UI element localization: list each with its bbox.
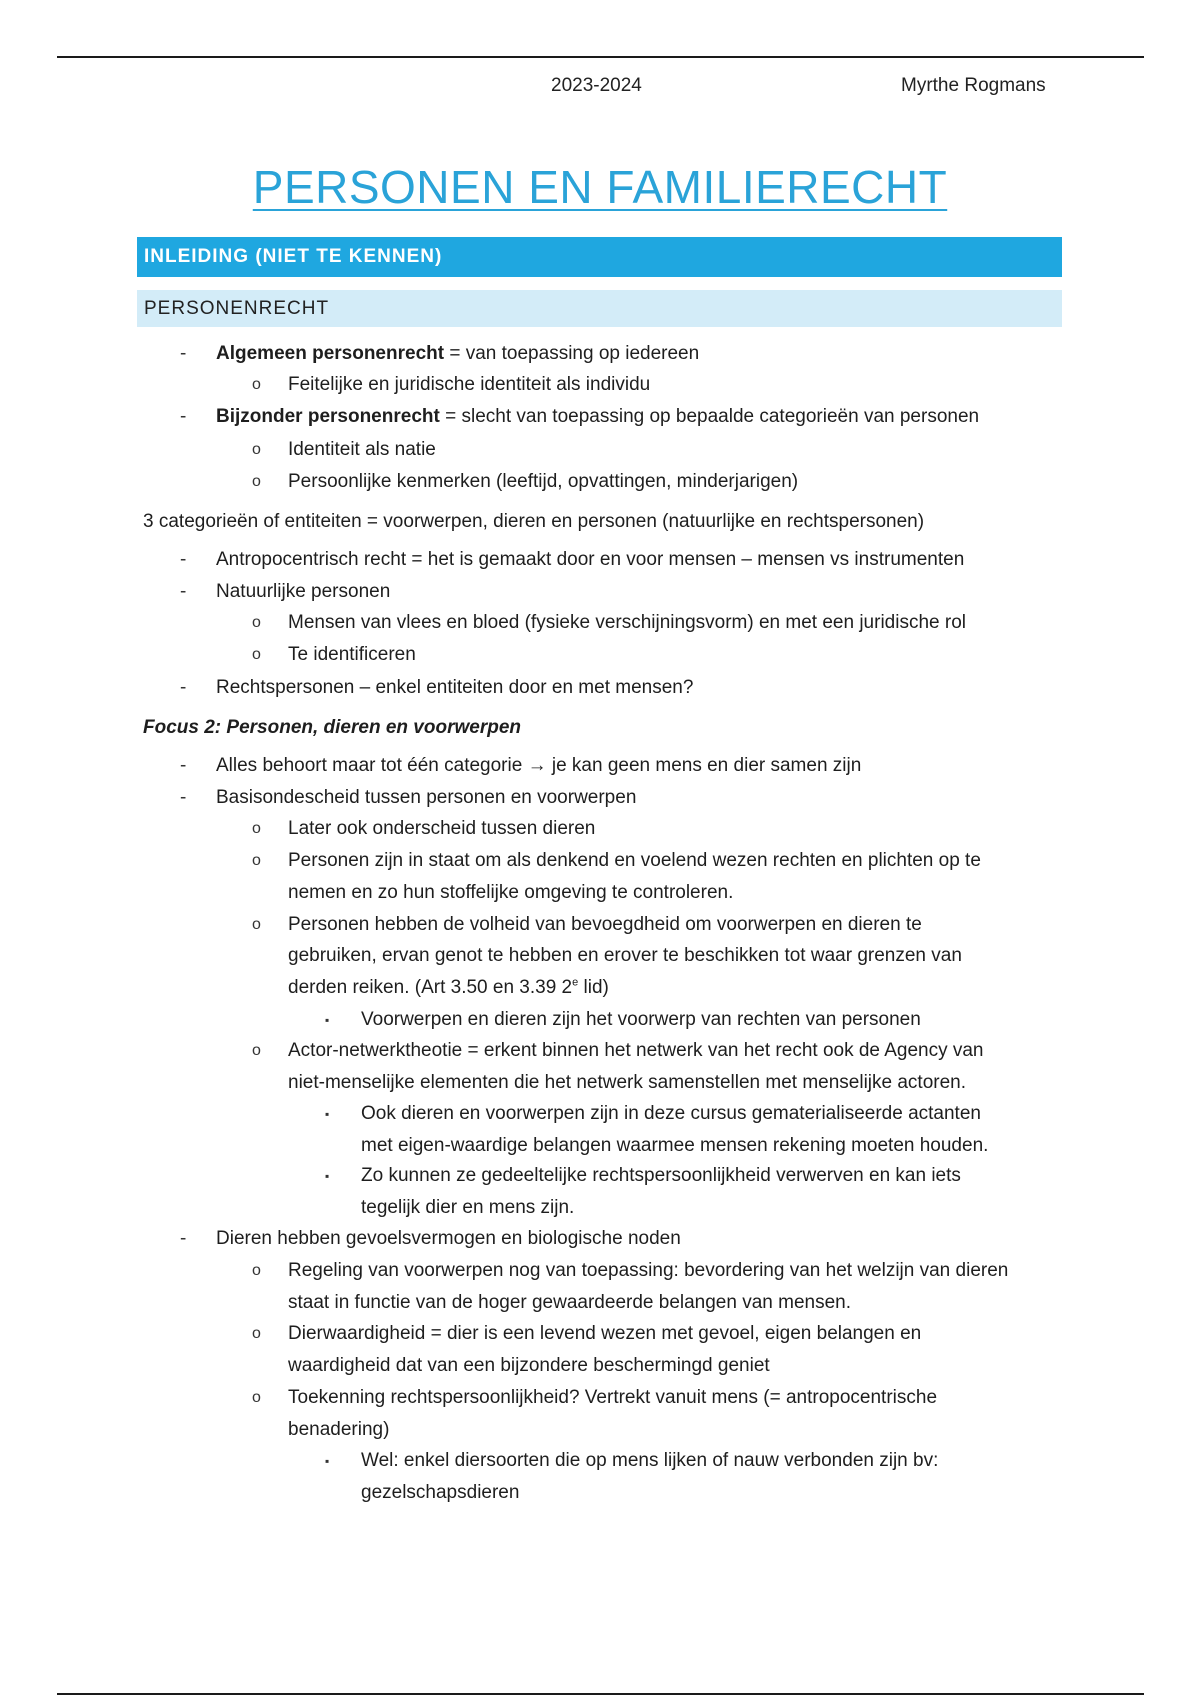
header-rule xyxy=(57,56,1144,58)
square-bullet: ▪ xyxy=(325,1454,330,1468)
list-item-line: tegelijk dier en mens zijn. xyxy=(361,1197,575,1218)
list-item: Dieren hebben gevoelsvermogen en biologische noden xyxy=(216,1228,681,1249)
list-item xyxy=(216,338,699,370)
document-title: PERSONEN EN FAMILIERECHT xyxy=(252,161,948,213)
list-item: Te identificeren xyxy=(288,644,416,665)
superscript: e xyxy=(572,976,579,989)
item-text: = van toepassing op iedereen xyxy=(444,343,700,364)
list-item-line: nemen en zo hun stoffelijke omgeving te controleren. xyxy=(288,882,734,903)
header-year: 2023-2024 xyxy=(551,75,642,96)
list-item-line: Personen zijn in staat om als denkend en voelend wezen rechten en plichten op te xyxy=(288,850,981,871)
dash-bullet: - xyxy=(180,406,187,427)
footer-rule xyxy=(57,1693,1144,1695)
circle-bullet: o xyxy=(252,376,261,393)
dash-bullet: - xyxy=(180,1228,187,1249)
dash-bullet: - xyxy=(180,755,187,776)
list-item-line: Ook dieren en voorwerpen zijn in deze cursus gematerialiseerde actanten xyxy=(361,1103,981,1124)
section-heading: INLEIDING (NIET TE KENNEN) xyxy=(137,237,1062,277)
square-bullet: ▪ xyxy=(325,1013,330,1027)
list-item: Antropocentrisch recht = het is gemaakt door en voor mensen – mensen vs instrumenten xyxy=(216,549,965,570)
list-item-line: Toekenning rechtspersoonlijkheid? Vertrekt vanuit mens (= antropocentrische xyxy=(288,1387,938,1408)
focus-heading: Focus 2: Personen, dieren en voorwerpen xyxy=(143,717,521,738)
list-item: Natuurlijke personen xyxy=(216,581,391,602)
dash-bullet: - xyxy=(180,581,187,602)
dash-bullet: - xyxy=(180,549,187,570)
list-item: Alles behoort maar tot één categorie → je kan geen mens en dier samen zijn xyxy=(216,755,862,776)
list-item-line: niet-menselijke elementen die het netwerk samenstellen met menselijke actoren. xyxy=(288,1072,967,1093)
list-item-line: staat in functie van de hoger gewaardeerde belangen van mensen. xyxy=(288,1292,852,1313)
term-bold: Algemeen personenrecht xyxy=(216,343,445,364)
list-item: Persoonlijke kenmerken (leeftijd, opvattingen, minderjarigen) xyxy=(288,471,799,492)
paragraph: 3 categorieën of entiteiten = voorwerpen, dieren en personen (natuurlijke en rechtspersonen) xyxy=(143,511,925,532)
circle-bullet: o xyxy=(252,916,261,933)
item-text: = slecht van toepassing op bepaalde categorieën van personen xyxy=(439,406,980,427)
item-text: derden reiken. (Art 3.50 en 3.39 2 xyxy=(288,977,573,998)
term-bold: Bijzonder personenrecht xyxy=(216,406,440,427)
list-item: Later ook onderscheid tussen dieren xyxy=(288,818,596,839)
list-item: Mensen van vlees en bloed (fysieke verschijningsvorm) en met een juridische rol xyxy=(288,612,966,633)
list-item-line: benadering) xyxy=(288,1419,390,1440)
circle-bullet: o xyxy=(252,1042,261,1059)
list-item-line: gezelschapsdieren xyxy=(361,1482,520,1503)
dash-bullet: - xyxy=(180,677,187,698)
circle-bullet: o xyxy=(252,614,261,631)
square-bullet: ▪ xyxy=(325,1107,330,1121)
header-author: Myrthe Rogmans xyxy=(901,75,1046,96)
circle-bullet: o xyxy=(252,646,261,663)
list-item-line: Personen hebben de volheid van bevoegdheid om voorwerpen en dieren te xyxy=(288,914,922,935)
list-item-line: Actor-netwerktheotie = erkent binnen het netwerk van het recht ook de Agency van xyxy=(288,1040,984,1061)
list-item: Voorwerpen en dieren zijn het voorwerp van rechten van personen xyxy=(361,1009,921,1030)
list-item-line xyxy=(288,972,609,1004)
circle-bullet: o xyxy=(252,1325,261,1342)
list-item-line: Zo kunnen ze gedeeltelijke rechtspersoonlijkheid verwerven en kan iets xyxy=(361,1165,961,1186)
circle-bullet: o xyxy=(252,852,261,869)
list-item-line: Dierwaardigheid = dier is een levend wezen met gevoel, eigen belangen en xyxy=(288,1323,922,1344)
circle-bullet: o xyxy=(252,441,261,458)
circle-bullet: o xyxy=(252,1262,261,1279)
dash-bullet: - xyxy=(180,787,187,808)
circle-bullet: o xyxy=(252,1389,261,1406)
list-item-line: met eigen-waardige belangen waarmee mensen rekening moeten houden. xyxy=(361,1135,989,1156)
list-item xyxy=(216,401,979,433)
list-item-line: Regeling van voorwerpen nog van toepassing: bevordering van het welzijn van dieren xyxy=(288,1260,1009,1281)
list-item: Feitelijke en juridische identiteit als individu xyxy=(288,374,651,395)
circle-bullet: o xyxy=(252,820,261,837)
list-item: Identiteit als natie xyxy=(288,439,436,460)
square-bullet: ▪ xyxy=(325,1169,330,1183)
dash-bullet: - xyxy=(180,343,187,364)
list-item: Rechtspersonen – enkel entiteiten door en met mensen? xyxy=(216,677,694,698)
item-text: lid) xyxy=(578,977,609,998)
subsection-heading: PERSONENRECHT xyxy=(137,290,1062,327)
list-item: Basisondescheid tussen personen en voorwerpen xyxy=(216,787,637,808)
list-item-line: Wel: enkel diersoorten die op mens lijken of nauw verbonden zijn bv: xyxy=(361,1450,939,1471)
list-item-line: waardigheid dat van een bijzondere beschermingd geniet xyxy=(288,1355,770,1376)
circle-bullet: o xyxy=(252,473,261,490)
list-item-line: gebruiken, ervan genot te hebben en erover te beschikken tot waar grenzen van xyxy=(288,945,962,966)
